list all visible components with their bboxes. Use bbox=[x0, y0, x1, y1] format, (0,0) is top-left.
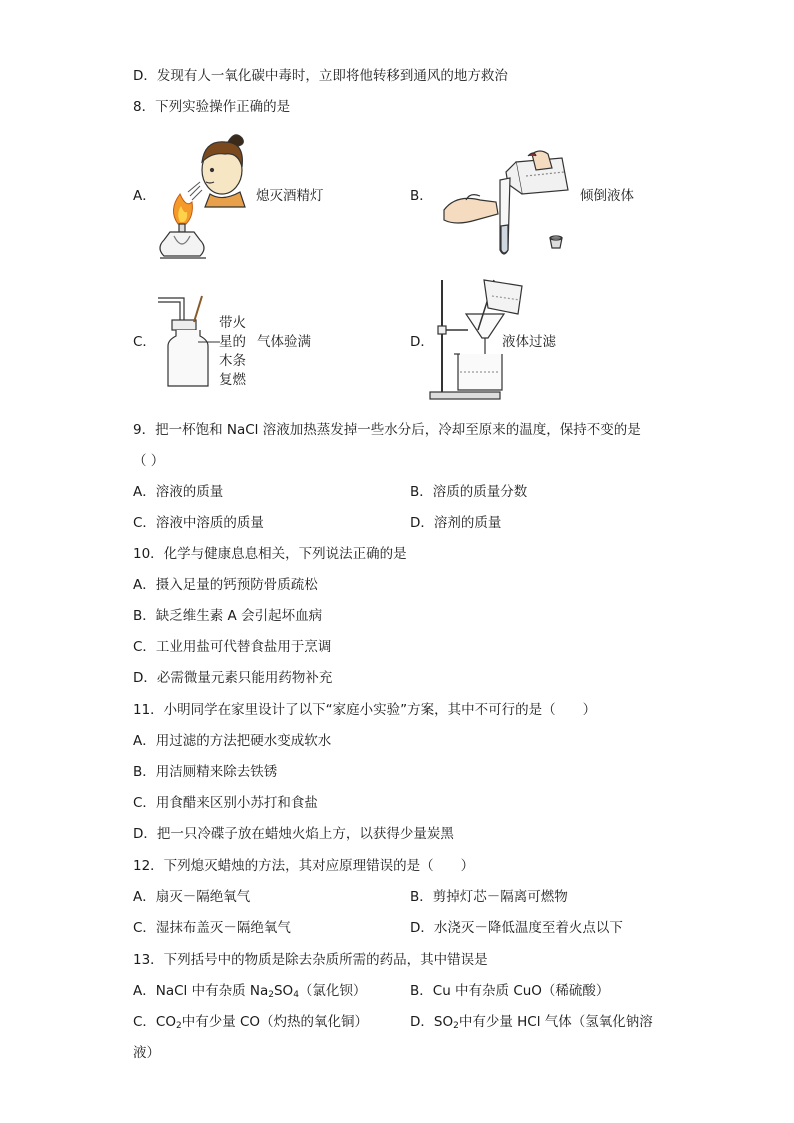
q8-stem: 8．下列实验操作正确的是 bbox=[133, 99, 291, 115]
q10-option-d: D．必需微量元素只能用药物补充 bbox=[133, 670, 333, 686]
q8-option-c-figure-text-4: 复燃 bbox=[219, 372, 246, 388]
pointer-line bbox=[198, 340, 220, 344]
q8-option-c-figure-text-1: 带火 bbox=[219, 315, 246, 331]
extinguish-alcohol-lamp-figure bbox=[150, 132, 260, 262]
q10-option-b: B．缺乏维生素 A 会引起坏血病 bbox=[133, 608, 323, 624]
q9-option-c: C．溶液中溶质的质量 bbox=[133, 515, 264, 531]
q13-option-d-cont: 液） bbox=[133, 1045, 160, 1061]
q8-option-c-figure-text-2: 星的 bbox=[219, 334, 246, 350]
q12-option-d: D．水浇灭－降低温度至着火点以下 bbox=[410, 920, 623, 936]
q12-stem: 12．下列熄灭蜡烛的方法，其对应原理错误的是（ ） bbox=[133, 858, 475, 874]
q11-option-b: B．用洁厕精来除去铁锈 bbox=[133, 764, 278, 780]
q11-option-a: A．用过滤的方法把硬水变成软水 bbox=[133, 733, 332, 749]
q8-option-a-label: A． bbox=[133, 188, 156, 204]
q8-option-c-caption: 气体验满 bbox=[257, 334, 311, 350]
q12-option-b: B．剪掉灯芯－隔离可燃物 bbox=[410, 889, 568, 905]
q9-stem-cont: （ ） bbox=[133, 453, 165, 469]
q13-option-a: A．NaCl 中有杂质 $Na_2SO_4$（氯化钡） bbox=[133, 983, 367, 1000]
q8-option-a-caption: 熄灭酒精灯 bbox=[256, 188, 324, 204]
q8-option-c-label: C． bbox=[133, 334, 156, 350]
q7-option-d: D．发现有人一氧化碳中毒时，立即将他转移到通风的地方救治 bbox=[133, 68, 508, 84]
q8-option-b-caption: 倾倒液体 bbox=[580, 188, 634, 204]
q8-option-c-figure-text-3: 木条 bbox=[219, 353, 246, 369]
q9-option-d: D．溶剂的质量 bbox=[410, 515, 502, 531]
q10-stem: 10．化学与健康息息相关，下列说法正确的是 bbox=[133, 546, 407, 562]
q8-option-d-caption: 液体过滤 bbox=[502, 334, 556, 350]
q12-option-c: C．湿抹布盖灭－隔绝氧气 bbox=[133, 920, 291, 936]
q10-option-a: A．摄入足量的钙预防骨质疏松 bbox=[133, 577, 318, 593]
q10-option-c: C．工业用盐可代替食盐用于烹调 bbox=[133, 639, 332, 655]
q11-option-c: C．用食醋来区别小苏打和食盐 bbox=[133, 795, 318, 811]
q13-stem: 13．下列括号中的物质是除去杂质所需的药品，其中错误是 bbox=[133, 952, 488, 968]
q11-stem: 11．小明同学在家里设计了以下“家庭小实验”方案，其中不可行的是（ ） bbox=[133, 702, 597, 718]
q13-option-d: D．$SO_2$中有少量 HCl 气体（氢氧化钠溶 bbox=[410, 1014, 653, 1031]
q11-option-d: D．把一只冷碟子放在蜡烛火焰上方，以获得少量炭黑 bbox=[133, 826, 454, 842]
q8-option-b-label: B． bbox=[410, 188, 433, 204]
q9-stem: 9．把一杯饱和 NaCl 溶液加热蒸发掉一些水分后，冷却至原来的温度，保持不变的是 bbox=[133, 422, 641, 438]
q13-option-b: B．Cu 中有杂质 CuO（稀硫酸） bbox=[410, 983, 610, 999]
pour-liquid-figure bbox=[436, 150, 576, 260]
q8-option-d-label: D． bbox=[410, 334, 434, 350]
q9-option-b: B．溶质的质量分数 bbox=[410, 484, 528, 500]
q9-option-a: A．溶液的质量 bbox=[133, 484, 224, 500]
q13-option-c: C．$CO_2$中有少量 CO（灼热的氧化铜） bbox=[133, 1014, 369, 1031]
q12-option-a: A．扇灭－隔绝氧气 bbox=[133, 889, 251, 905]
